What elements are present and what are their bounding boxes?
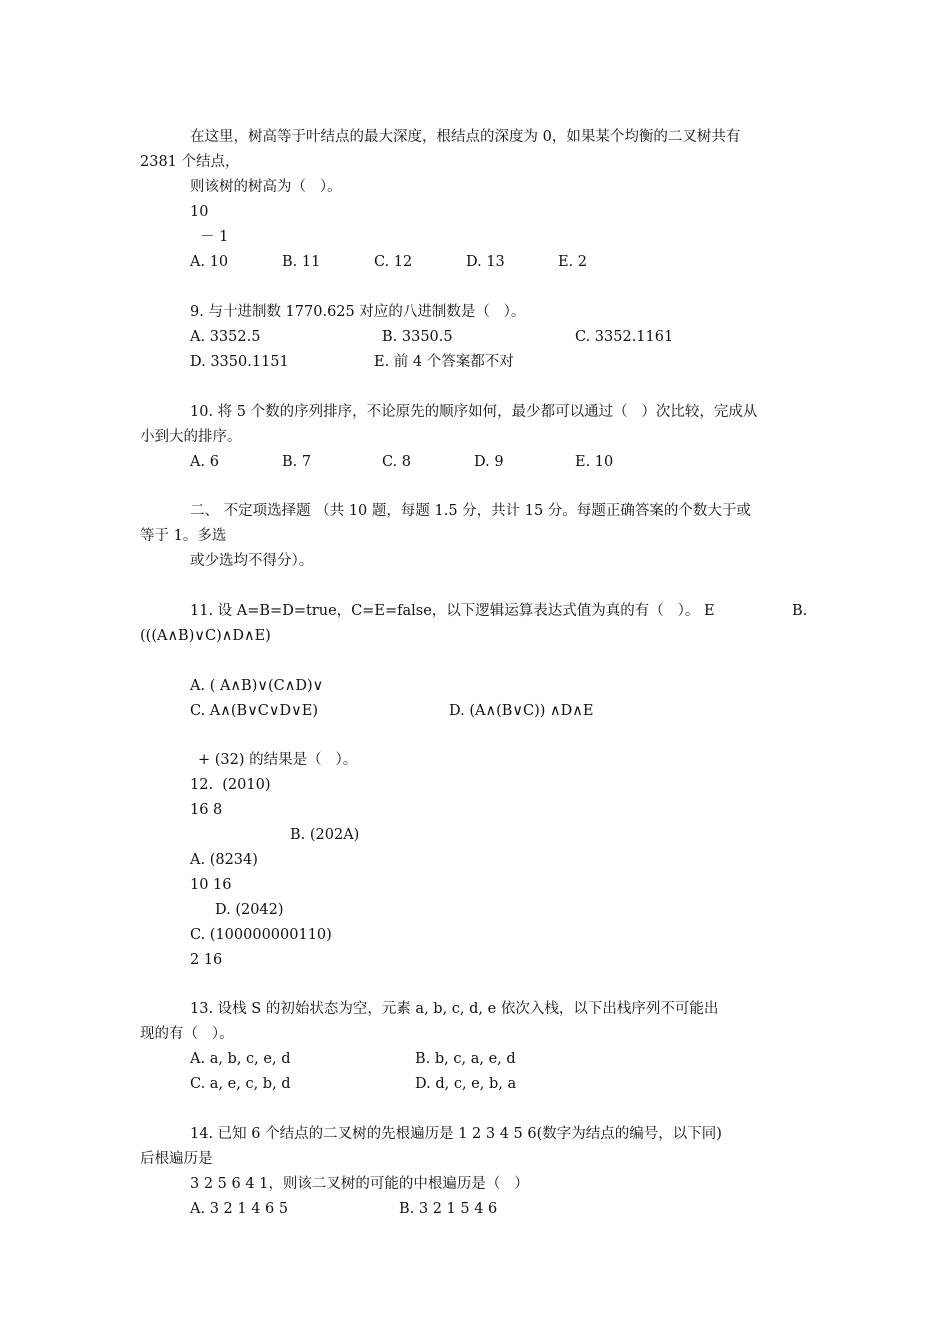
q10-option-a: A. 6 (190, 454, 219, 470)
q10-option-e: E. 10 (575, 454, 614, 470)
section2-heading-line-1: 二、 不定项选择题 （共 10 题，每题 1.5 分，共计 15 分。每题正确答案的个数大于或 (190, 503, 751, 519)
q8-stem-line-3: 则该树的树高为（ ）。 (190, 179, 342, 195)
q13-option-a: A. a, b, c, e, d (190, 1051, 291, 1067)
q11-option-a: A. ( A∧B)∨(C∧D)∨ (190, 678, 324, 694)
q10-option-d: D. 9 (474, 454, 504, 470)
q8-option-d: D. 13 (466, 254, 505, 270)
section2-heading-line-2: 等于 1。多选 (140, 528, 227, 544)
q13-option-b: B. b, c, a, e, d (415, 1051, 516, 1067)
q8-fragment-2: － 1 (200, 229, 229, 245)
q13-option-d: D. d, c, e, b, a (415, 1076, 517, 1092)
q11-option-b-expression: (((A∧B)∨C)∧D∧E) (140, 628, 271, 644)
q13-stem-line-1: 13. 设栈 S 的初始状态为空，元素 a, b, c, d, e 依次入栈，以下出栈序列不可能出 (190, 1001, 719, 1017)
q10-option-b: B. 7 (282, 454, 312, 470)
q10-stem-line-1: 10. 将 5 个数的序列排序，不论原先的顺序如何，最少都可以通过（ ）次比较，完成从 (190, 404, 758, 420)
q12-line-9: 2 16 (190, 952, 223, 968)
q12-line-6: 10 16 (190, 877, 232, 893)
q10-stem-line-2: 小到大的排序。 (140, 429, 242, 445)
q13-option-c: C. a, e, c, b, d (190, 1076, 291, 1092)
q8-stem-line-1: 在这里，树高等于叶结点的最大深度，根结点的深度为 0，如果某个均衡的二叉树共有 (190, 129, 741, 145)
q8-option-c: C. 12 (374, 254, 413, 270)
q8-fragment-1: 10 (190, 204, 209, 220)
section2-heading-line-3: 或少选均不得分）。 (190, 553, 314, 569)
q9-option-b: B. 3350.5 (382, 329, 453, 345)
q12-option-b: B. (202A) (290, 827, 360, 843)
q14-stem-line-2: 后根遍历是 (140, 1151, 213, 1167)
q11-option-c: C. A∧(B∨C∨D∨E) (190, 703, 318, 719)
q9-option-c: C. 3352.1161 (575, 329, 674, 345)
q14-stem-line-1: 14. 已知 6 个结点的二叉树的先根遍历是 1 2 3 4 5 6(数字为结点的编号，以下同) (190, 1126, 722, 1142)
q9-option-e: E. 前 4 个答案都不对 (374, 354, 514, 370)
q8-stem-line-2: 2381 个结点， (140, 154, 240, 170)
q13-stem-line-2: 现的有（ ）。 (140, 1026, 234, 1042)
q8-option-a: A. 10 (190, 254, 229, 270)
q12-line-3: 16 8 (190, 802, 223, 818)
q14-stem-line-3: 3 2 5 6 4 1，则该二叉树的可能的中根遍历是（ ） (190, 1176, 529, 1192)
q8-option-e: E. 2 (558, 254, 588, 270)
q10-option-c: C. 8 (382, 454, 412, 470)
q9-stem: 9. 与十进制数 1770.625 对应的八进制数是（ ）。 (190, 304, 526, 320)
q11-option-d: D. (A∧(B∨C)) ∧D∧E (449, 703, 594, 719)
q8-option-b: B. 11 (282, 254, 321, 270)
q12-line-1: + (32) 的结果是（ ）。 (198, 752, 358, 768)
q12-option-a: A. (8234) (190, 852, 258, 868)
q11-option-b-label: B. (792, 603, 808, 619)
q12-option-d: D. (2042) (215, 902, 284, 918)
q14-option-a: A. 3 2 1 4 6 5 (190, 1201, 289, 1217)
q12-option-c: C. (100000000110) (190, 927, 332, 943)
q9-option-a: A. 3352.5 (190, 329, 261, 345)
q11-stem: 11. 设 A=B=D=true，C=E=false，以下逻辑运算表达式值为真的有（ ）。 E (190, 603, 715, 619)
q14-option-b: B. 3 2 1 5 4 6 (399, 1201, 498, 1217)
q12-line-2: 12. (2010) (190, 777, 271, 793)
q9-option-d: D. 3350.1151 (190, 354, 289, 370)
